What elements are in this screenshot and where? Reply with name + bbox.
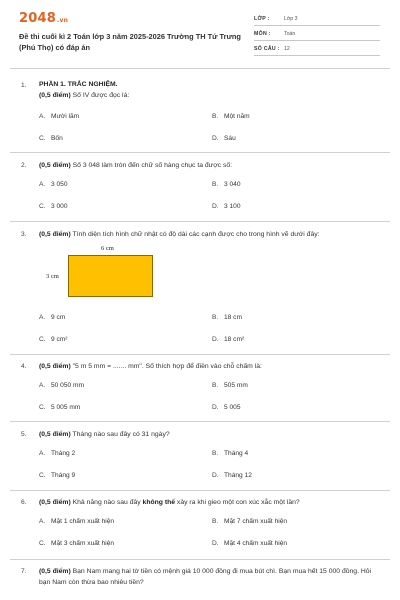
- question-body: Số IV được đọc là:: [70, 91, 130, 99]
- meta-question-count: [254, 44, 380, 56]
- option-b[interactable]: B. Tháng 4: [212, 450, 249, 457]
- question-body: "5 m 5 mm = ....... mm". Số thích hợp để điền vào chỗ chấm là:: [70, 363, 262, 370]
- meta-label: MÔN :: [254, 31, 271, 37]
- question-text: [39, 80, 384, 101]
- option-a[interactable]: A. 50 050 mm: [39, 382, 84, 389]
- question-divider: [10, 152, 390, 153]
- question-body: Bạn Nam mang hai tờ tiền có mệnh giá 10 000 đồng đi mua bút chì. Bạn mua hết 15 000 đồng. Hỏi bạn Nam còn thừa bao nhiêu tiền?: [39, 568, 372, 586]
- option-b[interactable]: B. 18 cm: [212, 314, 242, 321]
- option-c[interactable]: C. 5 005 mm: [39, 404, 81, 411]
- question-body-end: xảy ra khi gieo một con xúc xắc một lần?: [175, 499, 300, 506]
- option-c[interactable]: C. Tháng 9: [39, 472, 76, 479]
- question-points: (0,5 điểm): [39, 231, 71, 238]
- option-a[interactable]: A. 3 050: [39, 181, 68, 188]
- section-heading: PHẦN 1. TRẮC NGHIỆM.: [39, 81, 118, 88]
- option-b[interactable]: B. 505 mm: [212, 382, 248, 389]
- question-divider: [10, 490, 390, 491]
- meta-value: Toán: [284, 31, 296, 37]
- question-points: (0,5 điểm): [39, 431, 71, 438]
- question-points: (0,5 điểm): [39, 568, 71, 575]
- option-d[interactable]: D. Sáu: [212, 135, 236, 142]
- meta-value: Lớp 3: [284, 16, 298, 22]
- site-logo[interactable]: [19, 11, 68, 26]
- header-divider: [10, 68, 390, 69]
- option-b[interactable]: B. Mặt 7 chấm xuất hiện: [212, 518, 288, 525]
- question-text: [39, 161, 384, 172]
- question-points: (0,5 điểm): [39, 162, 71, 169]
- header: [0, 0, 400, 60]
- option-a[interactable]: A. Tháng 2: [39, 450, 76, 457]
- rectangle-width-label: 6 cm: [101, 245, 114, 252]
- option-c[interactable]: C. 3 000: [39, 203, 68, 210]
- question-divider: [10, 421, 390, 422]
- question-divider: [10, 559, 390, 560]
- rectangle-figure: [68, 255, 153, 297]
- question-text: [39, 430, 384, 441]
- option-c[interactable]: C. Bốn: [39, 135, 63, 142]
- meta-value: 12: [284, 46, 290, 52]
- question-number: 2.: [21, 162, 27, 169]
- option-d[interactable]: D. 5 005: [212, 404, 241, 411]
- question-number: 7.: [21, 568, 27, 575]
- meta-label: SỐ CÂU :: [254, 46, 280, 52]
- option-a[interactable]: A. Mười lăm: [39, 113, 80, 120]
- rectangle-height-label: 3 cm: [46, 273, 59, 280]
- question-number: 1.: [21, 82, 27, 89]
- option-c[interactable]: C. Mặt 3 chấm xuất hiện: [39, 540, 115, 547]
- option-a[interactable]: A. Mặt 1 chấm xuất hiện: [39, 518, 115, 525]
- option-d[interactable]: D. Mặt 4 chấm xuất hiện: [212, 540, 288, 547]
- question-body: Tính diện tích hình chữ nhật có độ dài các cạnh được cho trong hình vẽ dưới đây:: [70, 231, 320, 238]
- option-d[interactable]: D. 18 cm²: [212, 336, 245, 343]
- question-text: [39, 230, 384, 241]
- document-title: Đề thi cuối kì 2 Toán lớp 3 năm 2025-2026 Trường TH Tứ Trưng (Phú Thọ) có đáp án: [19, 32, 241, 52]
- logo-suffix: .vn: [56, 17, 69, 24]
- option-a[interactable]: A. 9 cm: [39, 314, 66, 321]
- meta-label: LỚP :: [254, 16, 270, 22]
- question-body: Số 3 048 làm tròn đến chữ số hàng chục ta được số:: [70, 162, 233, 169]
- question-points: (0,5 điểm): [39, 499, 71, 506]
- question-number: 4.: [21, 363, 27, 370]
- option-b[interactable]: B. 3 040: [212, 181, 241, 188]
- option-d[interactable]: D. 3 100: [212, 203, 241, 210]
- question-divider: [10, 354, 390, 355]
- meta-subject: [254, 29, 380, 41]
- question-body: Tháng nào sau đây có 31 ngày?: [70, 431, 170, 438]
- question-text: [39, 567, 384, 588]
- question-text: [39, 362, 384, 373]
- option-d[interactable]: D. Tháng 12: [212, 472, 252, 479]
- option-b[interactable]: B. Một năm: [212, 113, 250, 120]
- question-emphasis: không thể: [142, 499, 176, 506]
- meta-class: [254, 14, 380, 26]
- question-number: 6.: [21, 499, 27, 506]
- question-number: 5.: [21, 431, 27, 438]
- question-divider: [10, 221, 390, 222]
- question-points: (0,5 điểm): [39, 363, 71, 370]
- question-body: Khả năng nào sau đây: [70, 499, 143, 506]
- question-number: 3.: [21, 231, 27, 238]
- question-text: [39, 498, 384, 509]
- option-c[interactable]: C. 9 cm²: [39, 336, 68, 343]
- logo-text: 2048: [19, 11, 56, 26]
- question-points: (0,5 điểm): [39, 91, 71, 99]
